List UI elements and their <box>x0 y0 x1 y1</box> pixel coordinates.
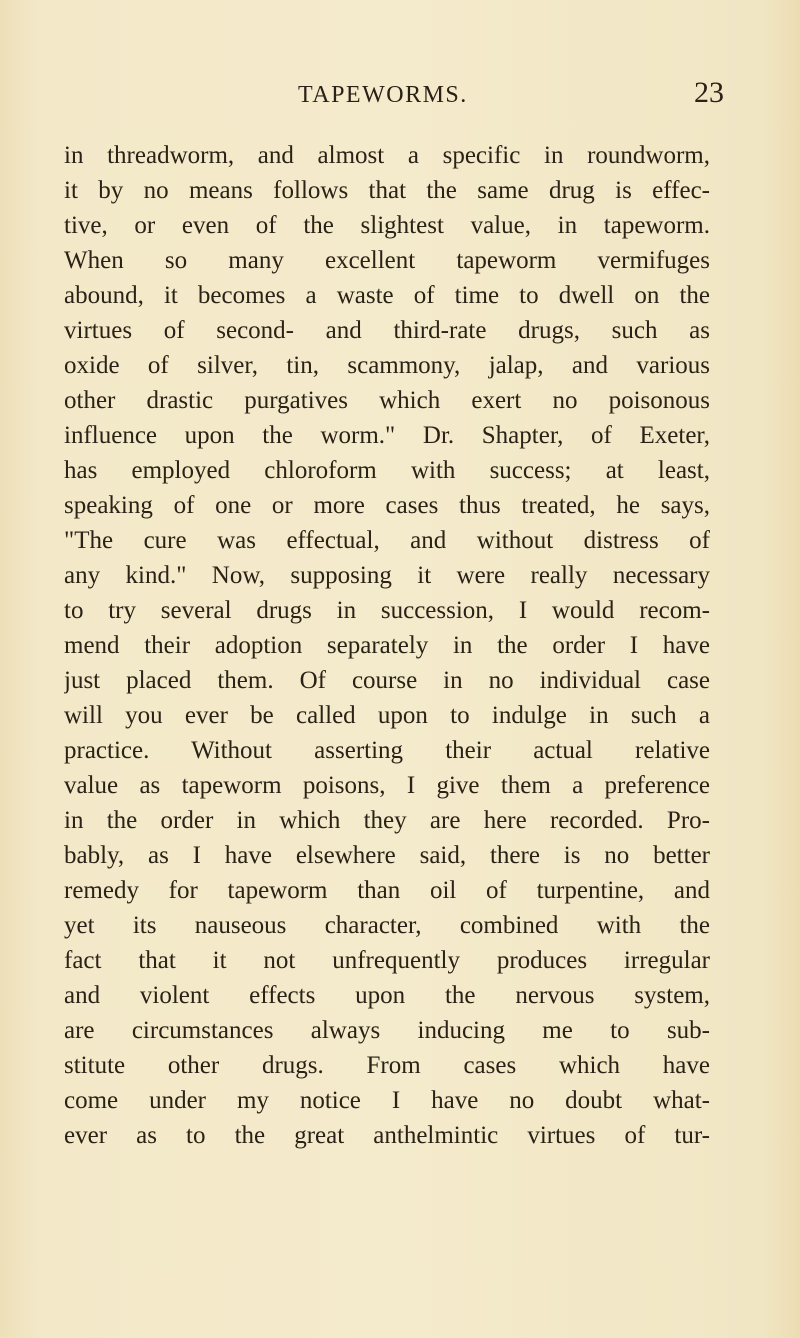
text-line: are circumstances always inducing me to sub- <box>64 1017 710 1044</box>
text-line: it by no means follows that the same drug is effec- <box>64 177 710 204</box>
text-line: abound, it becomes a waste of time to dwell on the <box>64 282 710 309</box>
text-line: in threadworm, and almost a specific in roundworm, <box>64 142 710 169</box>
text-line: tive, or even of the slightest value, in tapeworm. <box>64 212 710 239</box>
text-line: speaking of one or more cases thus treated, he says, <box>64 492 710 519</box>
text-line: and violent effects upon the nervous system, <box>64 982 710 1009</box>
text-line: any kind." Now, supposing it were really necessary <box>64 562 710 589</box>
text-line: other drastic purgatives which exert no poisonous <box>64 387 710 414</box>
text-line: to try several drugs in succession, I would recom- <box>64 597 710 624</box>
text-line: oxide of silver, tin, scammony, jalap, and various <box>64 352 710 379</box>
text-line: ever as to the great anthelmintic virtues of tur- <box>64 1122 710 1149</box>
text-line: come under my notice I have no doubt what- <box>64 1087 710 1114</box>
text-line: yet its nauseous character, combined with the <box>64 912 710 939</box>
running-title: TAPEWORMS. <box>298 82 468 108</box>
text-line: fact that it not unfrequently produces irregular <box>64 947 710 974</box>
text-line: "The cure was effectual, and without distress of <box>64 527 710 554</box>
body-text <box>64 138 710 1153</box>
text-line: mend their adoption separately in the order I have <box>64 632 710 659</box>
text-line: remedy for tapeworm than oil of turpentine, and <box>64 877 710 904</box>
page-number: 23 <box>694 76 724 109</box>
text-line: will you ever be called upon to indulge in such a <box>64 702 710 729</box>
text-line: in the order in which they are here recorded. Pro- <box>64 807 710 834</box>
text-line: bably, as I have elsewhere said, there is no better <box>64 842 710 869</box>
text-line: When so many excellent tapeworm vermifuges <box>64 247 710 274</box>
text-line: stitute other drugs. From cases which have <box>64 1052 710 1079</box>
running-head <box>0 76 800 112</box>
text-line: just placed them. Of course in no individual case <box>64 667 710 694</box>
text-line: practice. Without asserting their actual relative <box>64 737 710 764</box>
text-line: has employed chloroform with success; at least, <box>64 457 710 484</box>
text-line: value as tapeworm poisons, I give them a preference <box>64 772 710 799</box>
text-line: virtues of second- and third-rate drugs, such as <box>64 317 710 344</box>
text-line: influence upon the worm." Dr. Shapter, of Exeter, <box>64 422 710 449</box>
